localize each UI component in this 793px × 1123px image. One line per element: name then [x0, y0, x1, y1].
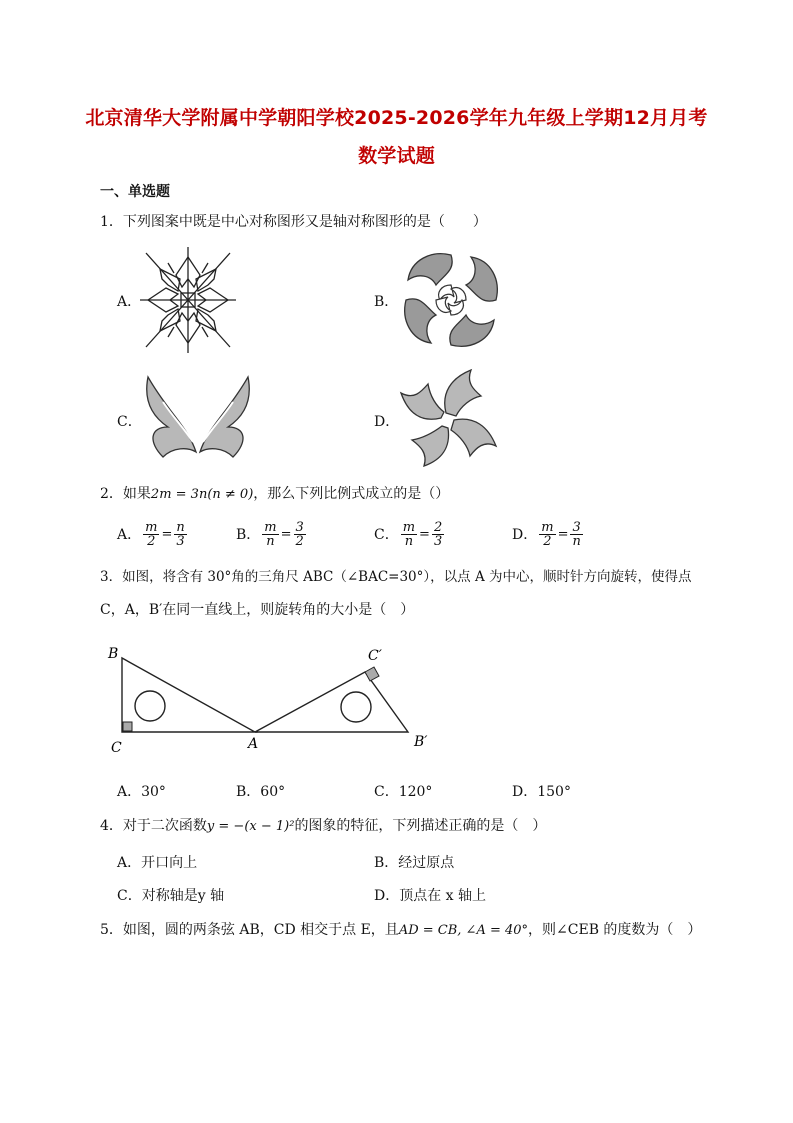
question-5-stem — [100, 920, 701, 941]
q4-option-c: C．对称轴是y 轴 — [117, 888, 225, 904]
question-1-stem: 1．下列图案中既是中心对称图形又是轴对称图形的是（ ） — [100, 214, 487, 230]
q2-option-d: D． $\frac{m}{2}$ = $\frac{3}{n}$ — [512, 520, 581, 549]
q4-suffix: 的图象的特征，下列描述正确的是（ ） — [294, 818, 547, 834]
q4-option-d: D．顶点在 x 轴上 — [374, 888, 487, 904]
q2-option-a: A． $\frac{m}{2}$ = $\frac{n}{3}$ — [117, 520, 185, 549]
q2-option-b-label: B． — [236, 526, 261, 543]
q2-a-left-fraction: $\frac{m}{2}$ — [145, 520, 158, 549]
q5-prefix: 5．如图，圆的两条弦 AB，CD 相交于点 E，且 — [100, 922, 399, 938]
q3-label-A: A — [248, 736, 259, 752]
q2-c-left-fraction: $\frac{m}{n}$ — [402, 520, 416, 549]
q2-option-c: C． $\frac{m}{n}$ = $\frac{2}{3}$ — [374, 520, 443, 549]
q5-suffix: ，则∠CEB 的度数为（ ） — [528, 922, 702, 938]
q2-d-left-fraction: $\frac{m}{2}$ — [541, 520, 554, 549]
q1-option-d-label: D． — [374, 414, 400, 430]
q3-option-b: B．60° — [236, 784, 286, 800]
q2-d-right-fraction: $\frac{3}{n}$ — [572, 520, 581, 549]
q2-suffix: ，那么下列比例式成立的是（） — [253, 486, 450, 502]
q3-option-a: A．30° — [117, 784, 166, 800]
q2-option-a-label: A． — [117, 526, 142, 543]
q2-a-right-fraction: $\frac{n}{3}$ — [176, 520, 185, 549]
q3-label-B: B — [108, 646, 119, 662]
q1-option-c-butterfly-figure — [138, 372, 258, 462]
question-4-stem — [100, 816, 546, 837]
q2-b-left-fraction: $\frac{m}{n}$ — [264, 520, 277, 549]
exam-title-line2: 数学试题 — [358, 145, 435, 167]
q2-c-right-fraction: $\frac{2}{3}$ — [433, 520, 443, 549]
q2-option-d-label: D． — [512, 526, 538, 543]
q4-option-a: A．开口向上 — [117, 855, 198, 871]
q4-function: y = −(x − 1)² — [206, 819, 295, 834]
question-3-stem-line2: C，A，B′在同一直线上，则旋转角的大小是（ ） — [100, 602, 415, 618]
q5-condition: AD = CB, ∠A = 40° — [398, 923, 529, 938]
q3-option-c: C．120° — [374, 784, 433, 800]
q1-option-b-label: B． — [374, 294, 399, 310]
q2-option-c-label: C． — [374, 526, 399, 543]
q3-option-d: D．150° — [512, 784, 571, 800]
section-heading-single-choice: 一、单选题 — [100, 184, 170, 200]
exam-title-line1: 北京清华大学附属中学朝阳学校2025-2026学年九年级上学期12月月考 — [85, 107, 708, 129]
q1-option-a-label: A． — [117, 294, 142, 310]
q4-option-b: B．经过原点 — [374, 855, 455, 871]
q3-label-B-prime: B′ — [414, 734, 428, 750]
q1-option-c-label: C． — [117, 414, 142, 430]
q2-option-b: B． $\frac{m}{n}$ = $\frac{3}{2}$ — [236, 520, 304, 549]
q1-option-a-snowflake-figure — [138, 245, 238, 355]
q1-option-d-swirl-figure — [396, 368, 506, 468]
question-2-stem — [100, 484, 449, 505]
q4-prefix: 4．对于二次函数 — [100, 818, 207, 834]
q3-label-C-prime: C′ — [368, 648, 382, 664]
q2-b-right-fraction: $\frac{3}{2}$ — [295, 520, 304, 549]
q2-condition: 2m = 3n(n ≠ 0) — [150, 487, 254, 502]
q2-prefix: 2．如果 — [100, 486, 151, 502]
q1-option-b-pinwheel-figure — [396, 245, 506, 355]
q3-triangle-rotation-figure — [100, 640, 440, 760]
q3-label-C: C — [111, 740, 122, 756]
question-3-stem-line1: 3．如图，将含有 30°角的三角尺 ABC（∠BAC=30°），以点 A 为中心，顺时针方向旋转，使得点 — [100, 569, 692, 585]
